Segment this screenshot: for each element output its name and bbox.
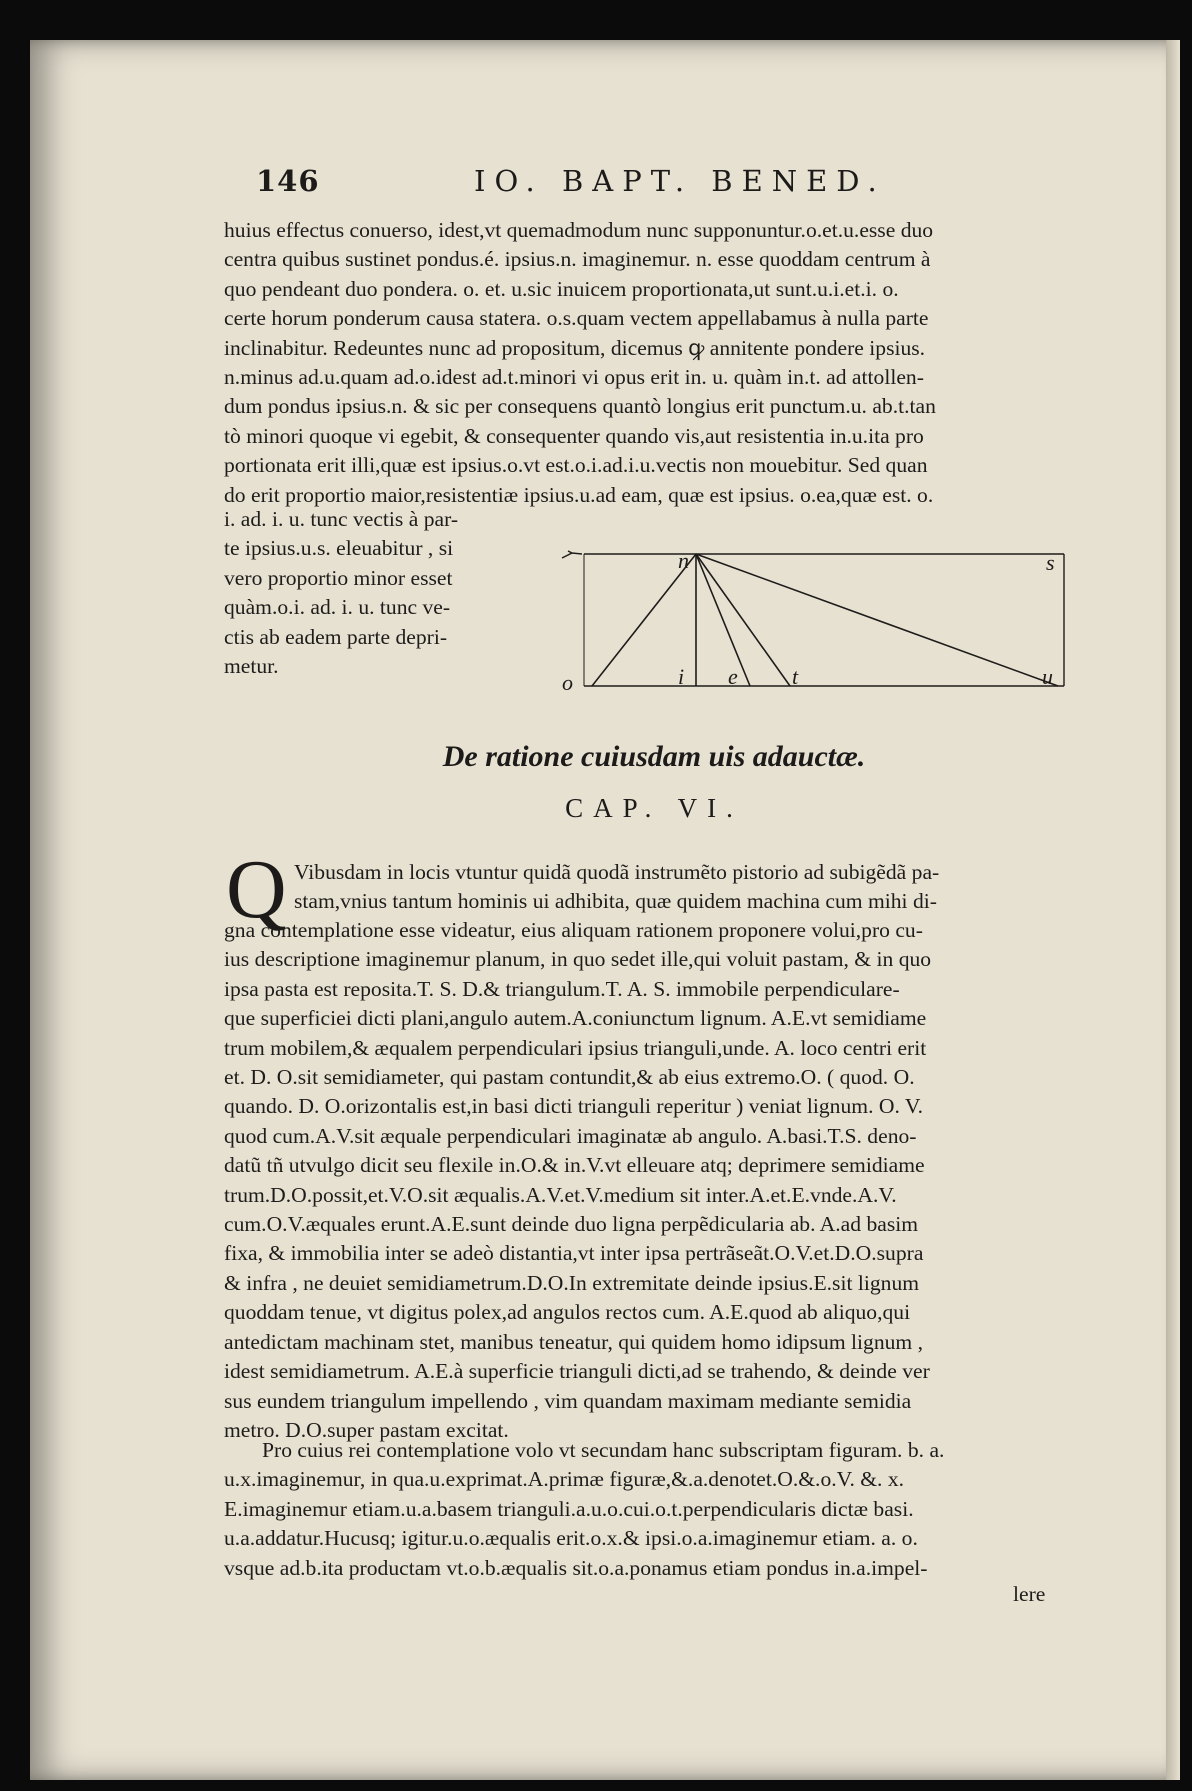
text-line: do erit proportio maior,resistentiæ ipsius.u.ad eam, quæ est ipsius. o.ea,quæ est. o. — [224, 482, 934, 507]
text-line: inclinabitur. Redeuntes nunc ad propositum, dicemus ꝙ annitente pondere ipsius. — [224, 335, 926, 360]
text-line: & infra , ne deuiet semidiametrum.D.O.In extremitate deinde ipsius.E.sit lignum — [224, 1270, 920, 1295]
label-n: n — [678, 548, 689, 573]
label-u: u — [1042, 664, 1053, 689]
paragraph-3 — [224, 1436, 1084, 1583]
text-line: cum.O.V.æquales erunt.A.E.sunt deinde duo ligna perpẽdicularia ab. A.ad basim — [224, 1212, 919, 1237]
text-line: certe horum ponderum causa statera. o.s.quam vectem appellabamus à nulla parte — [224, 306, 929, 331]
label-o: o — [562, 670, 573, 694]
text-line: gna contemplatione esse videatur, eius aliquam rationem proponere volui,pro cu- — [224, 918, 923, 942]
text-line: n.minus ad.u.quam ad.o.idest ad.t.minori vi opus erit in. u. quàm in.t. ad attollen- — [224, 365, 924, 390]
paragraph-2-opening — [294, 858, 1084, 917]
text-line: Vibusdam in locis vtuntur quidã quodã instrumẽto pistorio ad subigẽdã pa- — [294, 860, 940, 884]
paragraph-2 — [224, 916, 1084, 1445]
text-line: quo pendeant duo pondera. o. et. u.sic inuicem proportionata,ut sunt.u.i.et.i. o. — [224, 276, 899, 301]
text-line: et. D. O.sit semidiameter, qui pastam contundit,& ab eius extremo.O. ( quod. O. — [224, 1065, 915, 1090]
label-t: t — [792, 664, 799, 689]
text-line: ius descriptione imaginemur planum, in quo sedet ille,qui voluit pastam, & in quo — [224, 947, 932, 972]
paragraph-1-tail — [224, 505, 524, 681]
pointer-mark — [562, 551, 582, 558]
text-line: dum pondus ipsius.n. & sic per consequens quantò longius erit punctum.u. ab.t.tan — [224, 394, 936, 419]
label-e: e — [728, 664, 738, 689]
text-line: quod cum.A.V.sit æquale perpendiculari imaginatæ ab angulo. A.basi.T.S. deno- — [224, 1123, 917, 1148]
text-line: u.x.imaginemur, in qua.u.exprimat.A.primæ figuræ,&.a.denotet.O.&.o.V. &. x. — [224, 1467, 905, 1492]
text-line: Pro cuius rei contemplatione volo vt secundam hanc subscriptam figuram. b. a. — [262, 1438, 945, 1462]
page-header — [256, 164, 1096, 200]
paragraph-1 — [224, 216, 1084, 510]
label-s: s — [1046, 550, 1055, 575]
text-line: antedictam machinam stet, manibus teneatur, qui quidem homo idipsum lignum , — [224, 1329, 924, 1354]
text-line: sus eundem triangulum impellendo , vim quandam maximam mediante semidia — [224, 1388, 912, 1413]
text-line: centra quibus sustinet pondus.é. ipsius.n. imaginemur. n. esse quoddam centrum à — [224, 247, 931, 272]
text-line: stam,vnius tantum hominis ui adhibita, quæ quidem machina cum mihi di- — [294, 889, 937, 914]
lever-diagram — [558, 548, 1078, 694]
page-number: 146 — [256, 164, 320, 198]
text-line: trum.D.O.possit,et.V.O.sit æqualis.A.V.et.V.medium sit inter.A.et.E.vnde.A.V. — [224, 1182, 897, 1207]
text-line: metur. — [224, 654, 279, 679]
text-line: vsque ad.b.ita productam vt.o.b.æqualis sit.o.a.ponamus etiam pondus in.a.impel- — [224, 1555, 928, 1580]
text-line: i. ad. i. u. tunc vectis à par- — [224, 507, 459, 531]
text-line: E.imaginemur etiam.u.a.basem trianguli.a.u.o.cui.o.t.perpendicularis dictæ basi. — [224, 1496, 914, 1521]
page-gutter-shadow — [1166, 40, 1180, 1780]
text-line: ipsa pasta est reposita.T. S. D.& triangulum.T. A. S. immobile perpendiculare- — [224, 976, 900, 1001]
text-line: portionata erit illi,quæ est ipsius.o.vt est.o.i.ad.i.u.vectis non mouebitur. Sed quan — [224, 453, 928, 478]
text-line: datũ tñ utvulgo dicit seu flexile in.O.& in.V.vt elleuare atq; deprimere semidiame — [224, 1153, 925, 1178]
text-line: trum mobilem,& æqualem perpendiculari ipsius trianguli,unde. A. loco centri erit — [224, 1035, 927, 1060]
text-line: metro. D.O.super pastam excitat. — [224, 1417, 509, 1442]
drop-cap: Q — [226, 843, 287, 936]
chapter-heading: CAP. VI. — [565, 793, 743, 823]
text-line: fixa, & immobilia inter se adeò distantia,vt inter ipsa pertrãseãt.O.V.et.D.O.supra — [224, 1241, 924, 1266]
text-line: ctis ab eadem parte depri- — [224, 624, 448, 649]
line-n-t — [696, 554, 790, 686]
text-line: quando. D. O.orizontalis est,in basi dicti trianguli reperitur ) veniat lignum. O. V. — [224, 1094, 924, 1119]
section-title: De ratione cuiusdam uis adauctæ. — [442, 740, 866, 773]
text-line: quoddam tenue, vt digitus polex,ad angulos rectos cum. A.E.quod ab aliquo,qui — [224, 1300, 911, 1325]
line-n-u — [696, 554, 1058, 686]
text-line: huius effectus conuerso, idest,vt quemadmodum nunc supponuntur.o.et.u.esse duo — [224, 218, 934, 242]
running-title: IO. BAPT. BENED. — [474, 164, 886, 198]
text-line: que superficiei dicti plani,angulo autem.A.coniunctum lignum. A.E.vt semidiame — [224, 1006, 927, 1031]
text-line: u.a.addatur.Hucusq; igitur.u.o.æqualis erit.o.x.& ipsi.o.a.imaginemur etiam. a. o. — [224, 1526, 918, 1551]
catchword: lere — [1013, 1582, 1046, 1606]
line-n-e — [696, 554, 750, 686]
label-i: i — [678, 664, 685, 689]
text-line: idest semidiametrum. A.E.à superficie trianguli dicti,ad se trahendo, & deinde ver — [224, 1359, 930, 1384]
text-line: tò minori quoque vi egebit, & consequenter quando vis,aut resistentia in.u.ita pro — [224, 423, 924, 448]
text-line: vero proportio minor esset — [224, 565, 453, 590]
text-line: quàm.o.i. ad. i. u. tunc ve- — [224, 595, 451, 620]
text-line: te ipsius.u.s. eleuabitur , si — [224, 536, 454, 561]
